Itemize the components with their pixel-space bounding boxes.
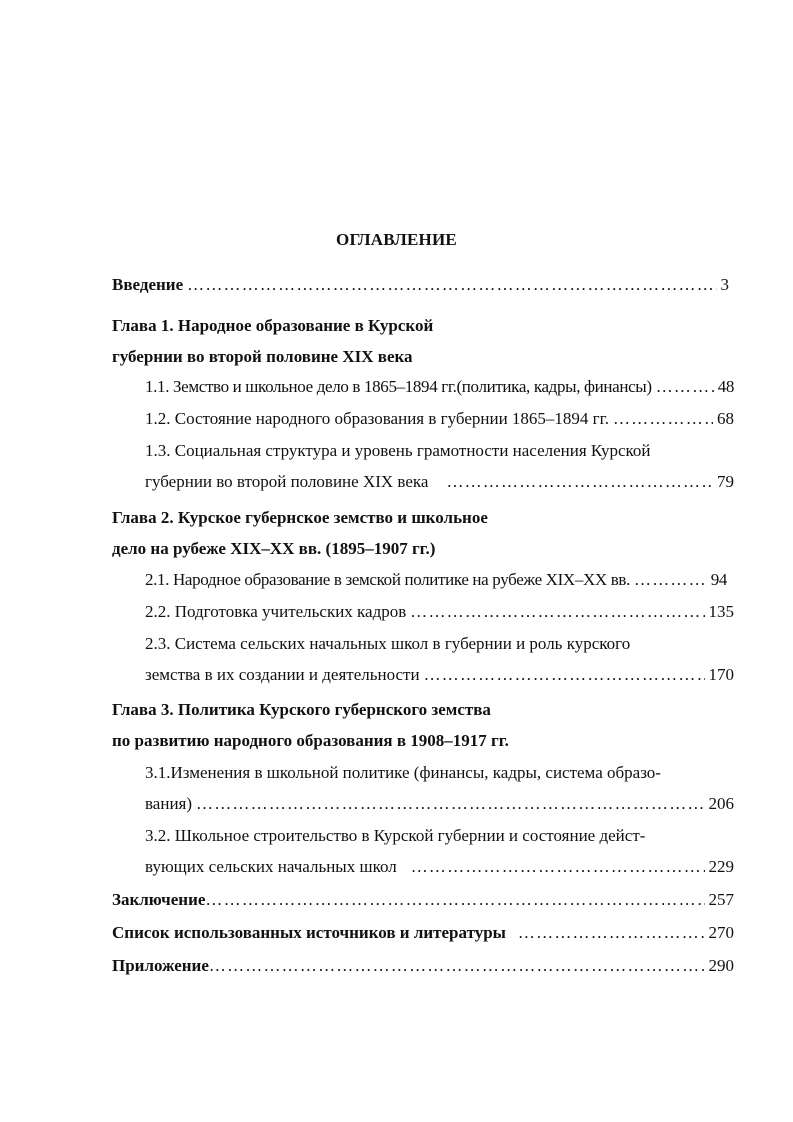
toc-page-number: 68 (717, 409, 734, 428)
dot-leader (410, 601, 704, 623)
toc-entry-1-2[interactable] (145, 408, 734, 430)
toc-entry-1-3-line-1[interactable]: 1.3. Социальная структура и уровень грамотности населения Курской (145, 441, 651, 460)
toc-page-number: 229 (708, 857, 734, 876)
toc-entry-label: 2.2. Подготовка учительских кадров (145, 602, 407, 621)
chapter-2-heading-line-1[interactable]: Глава 2. Курское губернское земство и школьное (112, 508, 488, 527)
toc-entry-appendix[interactable] (112, 955, 734, 977)
dot-leader (205, 889, 704, 911)
dot-leader (634, 569, 707, 591)
toc-page-number: 79 (717, 472, 734, 491)
toc-entry-2-2[interactable] (145, 601, 734, 623)
toc-entry-2-1[interactable] (145, 569, 727, 591)
toc-page-number: 48 (717, 377, 734, 396)
toc-entry-label: Приложение (112, 956, 209, 975)
dot-leader (196, 793, 704, 815)
toc-page-number: 94 (710, 570, 727, 589)
dot-leader (613, 408, 713, 430)
toc-page-number: 135 (708, 602, 734, 621)
toc-entry-label: 1.2. Состояние народного образования в губернии 1865–1894 гг. (145, 409, 609, 428)
toc-entry-label: Введение (112, 275, 184, 294)
toc-page-number: 270 (708, 923, 734, 942)
dot-leader (656, 376, 714, 398)
page-title: ОГЛАВЛЕНИЕ (336, 230, 457, 249)
toc-entry-intro[interactable] (112, 274, 729, 296)
toc-entry-1-3[interactable] (145, 471, 734, 493)
chapter-3-heading-line-2[interactable]: по развитию народного образования в 1908–1917 гг. (112, 731, 509, 750)
dot-leader (187, 274, 716, 296)
toc-entry-label: земства в их создании и деятельности (145, 665, 420, 684)
toc-entry-label: вания) (145, 794, 193, 813)
toc-page-number: 3 (720, 275, 729, 294)
toc-entry-label: Заключение (112, 890, 206, 909)
dot-leader (446, 471, 713, 493)
toc-page-number: 206 (708, 794, 734, 813)
toc-entry-conclusion[interactable] (112, 889, 734, 911)
dot-leader (209, 955, 705, 977)
toc-entry-label: вующих сельских начальных школ (145, 857, 397, 876)
chapter-1-heading-line-2[interactable]: губернии во второй половине XIX века (112, 347, 413, 366)
dot-leader (411, 856, 705, 878)
toc-page-number: 257 (708, 890, 734, 909)
dot-leader (424, 664, 705, 686)
toc-entry-3-2[interactable] (145, 856, 734, 878)
toc-entry-sources[interactable] (112, 922, 734, 944)
toc-entry-3-1-line-1[interactable]: 3.1.Изменения в школьной политике (финансы, кадры, система образо- (145, 763, 661, 782)
toc-page-number: 290 (708, 956, 734, 975)
toc-entry-label: 2.1. Народное образование в земской политике на рубеже XIX–XX вв. (145, 570, 630, 589)
toc-entry-label: губернии во второй половине XIX века (145, 472, 429, 491)
chapter-1-heading-line-1[interactable]: Глава 1. Народное образование в Курской (112, 316, 434, 335)
toc-entry-2-3-line-1[interactable]: 2.3. Система сельских начальных школ в губернии и роль курского (145, 634, 631, 653)
toc-entry-label: Список использованных источников и литературы (112, 923, 506, 942)
chapter-2-heading-line-2[interactable]: дело на рубеже XIX–XX вв. (1895–1907 гг.) (112, 539, 436, 558)
toc-entry-1-1[interactable] (145, 376, 734, 398)
toc-entry-2-3[interactable] (145, 664, 734, 686)
toc-entry-label: 1.1. Земство и школьное дело в 1865–1894 гг.(политика, кадры, финансы) (145, 377, 652, 396)
toc-entry-3-1[interactable] (145, 793, 734, 815)
toc-page-number: 170 (708, 665, 734, 684)
toc-entry-3-2-line-1[interactable]: 3.2. Школьное строительство в Курской губернии и состояние дейст- (145, 826, 646, 845)
chapter-3-heading-line-1[interactable]: Глава 3. Политика Курского губернского земства (112, 700, 491, 719)
dot-leader (518, 922, 705, 944)
